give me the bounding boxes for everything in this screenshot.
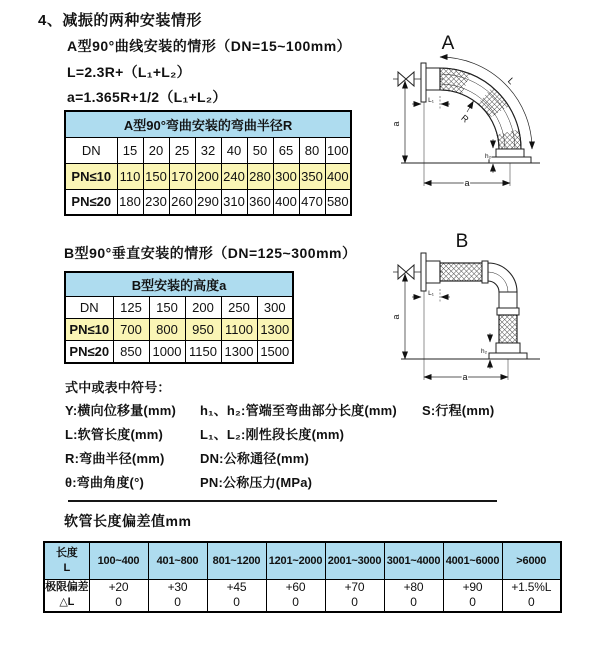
dim-height-a [391, 81, 405, 163]
diagram-b-label: B [455, 231, 469, 252]
table-a-row-pn10 [65, 163, 351, 189]
value-cell: 170 [169, 163, 195, 189]
tolerance-heading: 软管长度偏差值mm [64, 513, 192, 529]
table-b-header-row [65, 297, 293, 319]
value-cell: 260 [169, 189, 195, 215]
upper-dev: +80 [403, 580, 424, 595]
section-divider [68, 500, 497, 502]
table-a-row-pn20 [65, 189, 351, 215]
page-title: 4、减振的两种安装情形 [38, 12, 202, 29]
lower-dev: 0 [410, 595, 417, 610]
range-header: 4001~6000 [443, 542, 502, 579]
tolerance-cell [325, 579, 384, 612]
symbol-h12: h₁、h₂:管端至弯曲部分长度(mm) [200, 403, 397, 418]
table-b-row-pn10 [65, 319, 293, 341]
upper-dev: +45 [226, 580, 247, 595]
lower-dev: 0 [233, 595, 240, 610]
dim-bend-radius-R [459, 101, 473, 125]
range-header: 401~800 [148, 542, 207, 579]
flange-bottom [489, 343, 527, 359]
dim-R-label: R [459, 112, 471, 125]
dim-span-a [424, 291, 508, 382]
lower-dev: 0 [528, 595, 535, 610]
value-cell: 180 [117, 189, 143, 215]
range-header: 3001~4000 [384, 542, 443, 579]
dim-a-horizontal-label: a [464, 178, 470, 188]
range-header: 2001~3000 [325, 542, 384, 579]
elbow-pipe [488, 263, 517, 308]
value-cell: 360 [247, 189, 273, 215]
formula-height-a: a=1.365R+1/2（L₁+L₂） [67, 89, 227, 105]
symbols-heading: 式中或表中符号： [65, 380, 171, 395]
symbol-pn: PN:公称压力(MPa) [200, 475, 313, 490]
value-cell: 310 [221, 189, 247, 215]
value-cell: 350 [299, 163, 325, 189]
flange-top [421, 253, 440, 291]
lower-dev: 0 [174, 595, 181, 610]
range-header: 801~1200 [207, 542, 266, 579]
col-header: 65 [273, 137, 299, 163]
value-cell: 400 [273, 189, 299, 215]
col-header: DN [65, 297, 113, 319]
row-label-line2: △L [59, 596, 75, 609]
value-cell: 280 [247, 163, 273, 189]
upper-dev: +1.5%L [511, 580, 552, 595]
col-header: 125 [113, 297, 149, 319]
value-cell: 1300 [221, 341, 257, 363]
value-cell: 400 [325, 163, 351, 189]
tolerance-cell [89, 579, 148, 612]
dim-end-h2 [485, 139, 493, 173]
symbol-y: Y:横向位移量(mm) [65, 403, 177, 418]
value-cell: 700 [113, 319, 149, 341]
value-cell: 110 [117, 163, 143, 189]
symbol-theta: θ:弯曲角度(°) [65, 475, 145, 490]
table-length-tolerance [43, 541, 562, 613]
tolerance-cell [443, 579, 502, 612]
symbol-l12: L₁、L₂:刚性段长度(mm) [200, 427, 345, 442]
row-label: PN≤20 [65, 341, 113, 363]
value-cell: 1300 [257, 319, 293, 341]
tolerance-cell [207, 579, 266, 612]
col-header: 200 [185, 297, 221, 319]
dim-L1-label: L₁ [428, 290, 434, 297]
diagram-b-vertical-installation [385, 225, 585, 410]
hose-collar [482, 261, 488, 283]
tolerance-header-row [44, 542, 561, 579]
value-cell: 290 [195, 189, 221, 215]
col-header: DN [65, 137, 117, 163]
corner-line2: L [63, 561, 71, 574]
value-cell: 240 [221, 163, 247, 189]
value-cell: 300 [273, 163, 299, 189]
table-b-row-pn20 [65, 341, 293, 363]
range-header: >6000 [502, 542, 561, 579]
row-label-line1: 极限偏差 [45, 581, 89, 594]
range-header: 1201~2000 [266, 542, 325, 579]
corner-line1: 长度 [55, 546, 78, 559]
tolerance-cell [502, 579, 561, 612]
col-header: 250 [221, 297, 257, 319]
table-b-height [64, 271, 294, 364]
col-header: 15 [117, 137, 143, 163]
row-label: PN≤10 [65, 163, 117, 189]
value-cell: 1000 [149, 341, 185, 363]
section-a-heading: A型90°曲线安装的情形（DN=15~100mm） [67, 38, 352, 54]
value-cell: 1150 [185, 341, 221, 363]
col-header: 50 [247, 137, 273, 163]
dim-rigid-L1 [412, 96, 450, 110]
col-header: 25 [169, 137, 195, 163]
value-cell: 1500 [257, 341, 293, 363]
range-header: 100~400 [89, 542, 148, 579]
upper-dev: +70 [344, 580, 365, 595]
braided-hose-horizontal [440, 263, 482, 281]
value-cell: 470 [299, 189, 325, 215]
row-label: PN≤10 [65, 319, 113, 341]
value-cell: 150 [143, 163, 169, 189]
upper-dev: +90 [462, 580, 483, 595]
value-cell: 950 [185, 319, 221, 341]
col-header: 40 [221, 137, 247, 163]
dim-L1-label: L₁ [428, 97, 434, 104]
lower-dev: 0 [115, 595, 122, 610]
dim-a-vertical-label: a [391, 121, 401, 127]
col-header: 32 [195, 137, 221, 163]
value-cell: 1100 [221, 319, 257, 341]
braided-hose-vertical [499, 315, 517, 343]
col-header: 300 [257, 297, 293, 319]
tolerance-cell [384, 579, 443, 612]
corner-cell [44, 542, 89, 579]
tolerance-cell [148, 579, 207, 612]
col-header: 20 [143, 137, 169, 163]
flange-bottom [489, 149, 531, 163]
dim-end-h2 [481, 333, 490, 369]
value-cell: 850 [113, 341, 149, 363]
table-a-bend-radius [64, 110, 352, 216]
tolerance-cell [266, 579, 325, 612]
section-b-heading: B型90°垂直安装的情形（DN=125~300mm） [64, 245, 357, 261]
upper-dev: +30 [167, 580, 188, 595]
pipe-collar [497, 308, 519, 315]
symbol-s: S:行程(mm) [422, 403, 495, 418]
value-cell: 800 [149, 319, 185, 341]
lower-dev: 0 [292, 595, 299, 610]
dim-height-a [391, 274, 405, 359]
table-b-title: B型安装的高度a [65, 272, 293, 297]
symbol-l: L:软管长度(mm) [65, 427, 164, 442]
table-a-title: A型90°弯曲安装的弯曲半径R [65, 111, 351, 137]
diagram-a-curved-installation [385, 20, 585, 205]
col-header: 80 [299, 137, 325, 163]
symbol-r: R:弯曲半径(mm) [65, 451, 165, 466]
upper-dev: +60 [285, 580, 306, 595]
dim-rigid-L1 [412, 289, 450, 303]
value-cell: 230 [143, 189, 169, 215]
dim-a-vertical-label: a [391, 314, 401, 320]
formula-hose-length: L=2.3R+（L₁+L₂） [67, 64, 191, 80]
lower-dev: 0 [351, 595, 358, 610]
dim-h2-label: h₂ [481, 348, 488, 355]
value-cell: 580 [325, 189, 351, 215]
dim-L-label: L [505, 75, 517, 87]
value-cell: 200 [195, 163, 221, 189]
tolerance-data-row [44, 579, 561, 612]
row-label: PN≤20 [65, 189, 117, 215]
dim-a-horizontal-label: a [462, 372, 468, 382]
symbol-dn: DN:公称通径(mm) [200, 451, 310, 466]
lower-dev: 0 [469, 595, 476, 610]
table-a-header-row [65, 137, 351, 163]
upper-dev: +20 [108, 580, 129, 595]
diagram-a-label: A [441, 33, 455, 54]
tolerance-row-label [44, 579, 89, 612]
col-header: 150 [149, 297, 185, 319]
col-header: 100 [325, 137, 351, 163]
dim-h2-label: h₂ [485, 153, 492, 160]
